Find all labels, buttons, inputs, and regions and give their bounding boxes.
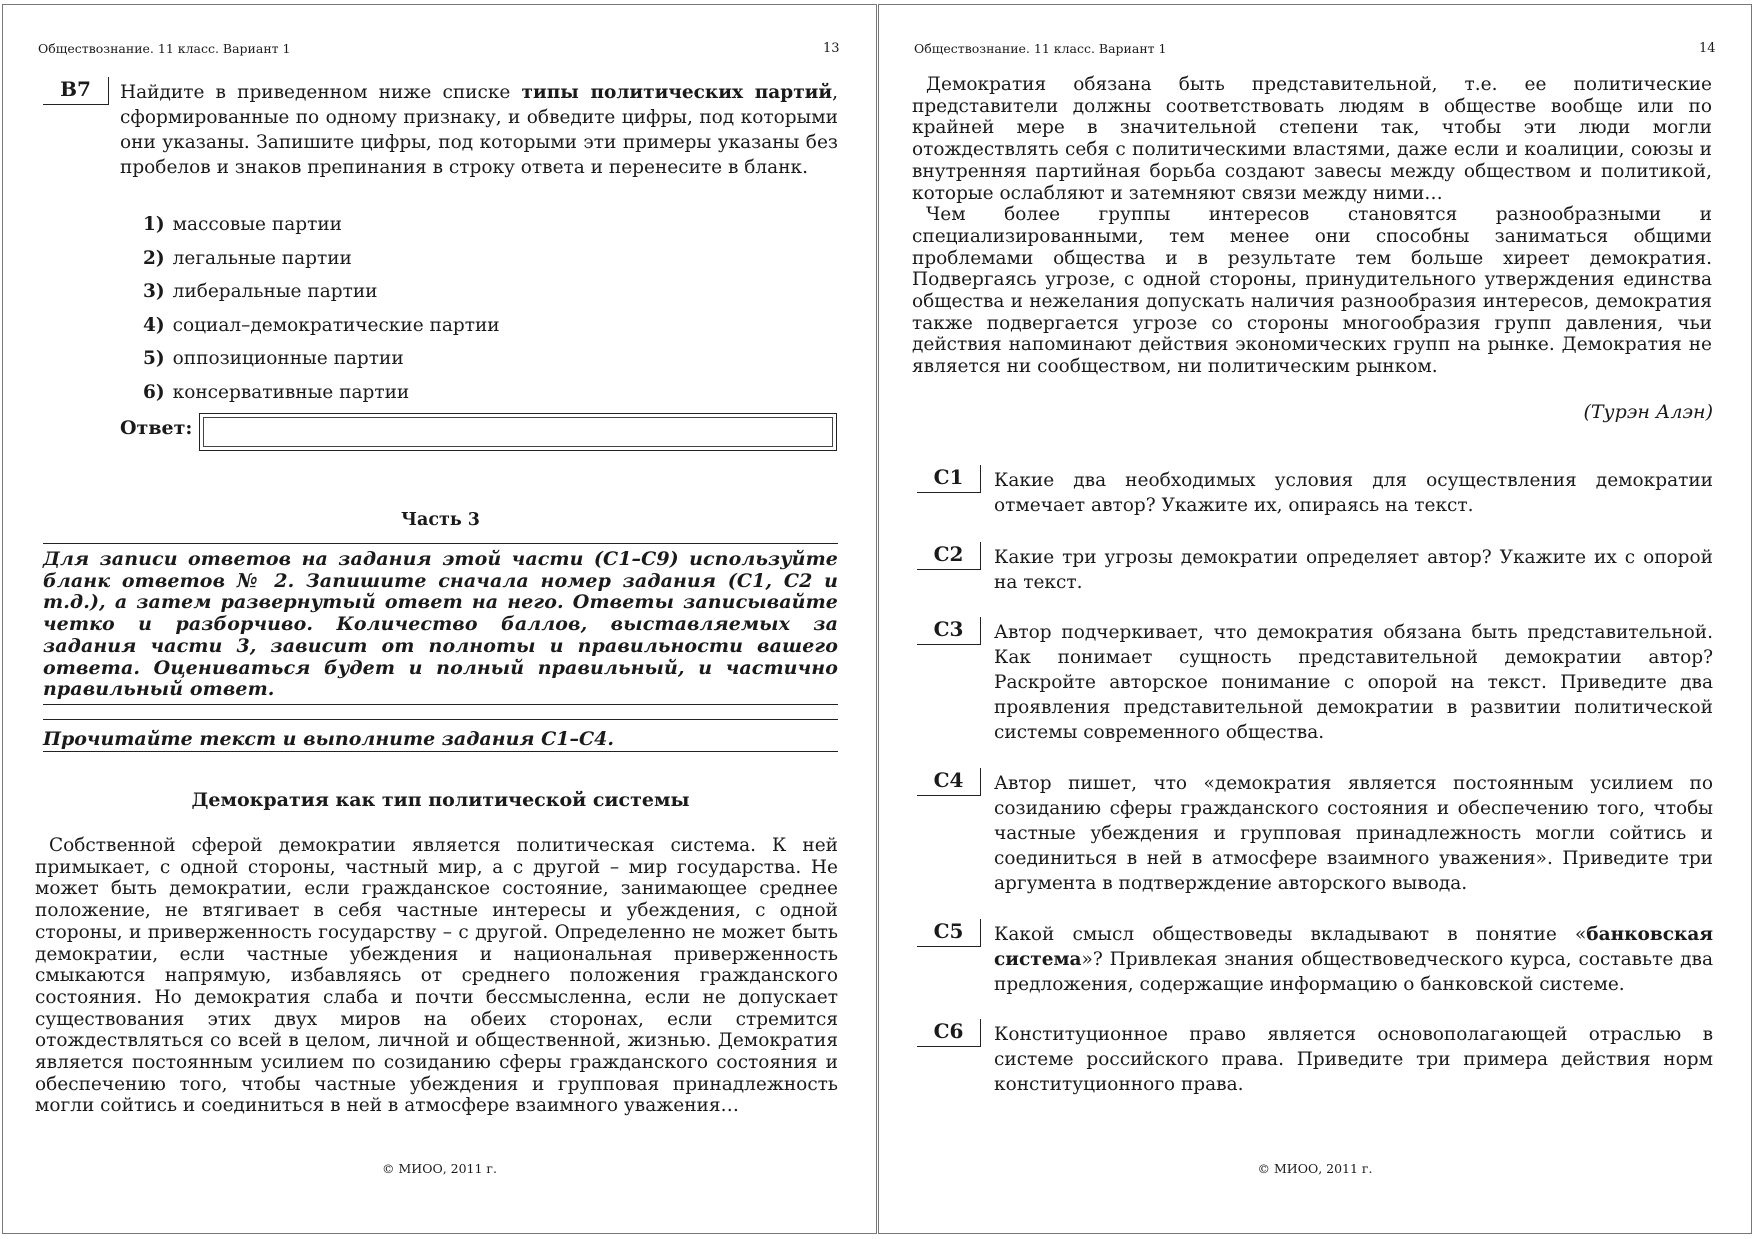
answer-label: Ответ: (120, 417, 193, 439)
text-title: Демократия как тип политической системы (191, 789, 690, 811)
part-instructions: Для записи ответов на задания этой части (С1–С9) используйте бланк ответов № 2. Запишите сначала номер задания (С1, С2 и т.д.), а затем развернутый ответ на него. Ответы записывайте четко и разборчиво. Количество баллов, выставляемых за задания части 3, зависит от полноты и правильности вашего ответа. Оцениваться будет и полный правильный, и частично правильный ответ. (43, 548, 838, 701)
task-b7-options (143, 211, 500, 412)
page-number: 13 (823, 41, 840, 56)
task-c5-keyword: банковская система (994, 924, 1713, 970)
task-code-c1: С1 (917, 465, 981, 493)
task-b7-keyword: типы политических партий (521, 82, 833, 103)
answer-box (199, 413, 837, 451)
task-code-c2: С2 (917, 542, 981, 570)
divider (43, 543, 838, 544)
task-c5-text: Какой смысл обществоведы вкладывают в понятие «банковская система»? Привлекая знания обществоведческого курса, составьте два предложения, содержащие информацию о банковской системе. (994, 924, 1713, 995)
page-footer: © МИОО, 2011 г. (382, 1161, 497, 1176)
page-number: 14 (1699, 41, 1716, 56)
task-c1-text: Какие два необходимых условия для осуществления демократии отмечает автор? Укажите их, опираясь на текст. (994, 470, 1713, 516)
task-code-c3: С3 (917, 617, 981, 645)
part-title: Часть 3 (401, 510, 480, 530)
task-c3-text: Автор подчеркивает, что демократия обязана быть представительной. Как понимает сущность представительной демократии автор? Раскройте авторское понимание с опорой на текст. Приведите два проявления представительной демократии в развитии политической системы современного общества. (994, 622, 1713, 743)
option-3: 3) либеральные партии (143, 281, 378, 302)
read-instruction: Прочитайте текст и выполните задания С1–С4. (43, 728, 614, 750)
task-b7-text: Найдите в приведенном ниже списке типы политических партий, сформированные по одному признаку, и обведите цифры, под которыми они указаны. Запишите цифры, под которыми эти примеры указаны без пробелов и знаков препинания в строку ответа и перенесите в бланк. (120, 82, 838, 178)
page-header: Обществознание. 11 класс. Вариант 1 (914, 41, 1167, 56)
task-code-c6: С6 (917, 1019, 981, 1047)
text-paragraph: Демократия обязана быть представительной, т.е. ее политические представители должны соответствовать людям в обществе вообще или по крайней мере в значительной степени так, чтобы эти люди могли отождествлять себя с политическими властями, даже если и коалиции, союзы и внутренняя партийная борьба создают завесы между обществом и политикой, которые ослабляют и затемняют связи между ними… (912, 74, 1712, 204)
text-author: (Турэн Алэн) (1583, 401, 1713, 423)
page-header: Обществознание. 11 класс. Вариант 1 (38, 41, 291, 56)
option-1: 1) массовые партии (143, 214, 342, 235)
divider (43, 704, 838, 705)
answer-input[interactable] (203, 417, 833, 447)
task-c2-text: Какие три угрозы демократии определяет автор? Укажите их с опорой на текст. (994, 547, 1713, 593)
task-code-c5: С5 (917, 919, 981, 947)
option-2: 2) легальные партии (143, 247, 352, 269)
task-code-b7: B7 (43, 77, 109, 105)
text-paragraph: Чем более группы интересов становятся разнообразными и специализированными, тем менее они способны заниматься общими проблемами общества и в результате тем больше хиреет демократия. Подвергаясь угрозе, с одной стороны, принудительного утверждения единства общества и нежелания допускать наличия разнообразия интересов, демократия также подвергается угрозе со стороны многообразия групп давления, чьи действия напоминают действия экономических групп на рынке. Демократия не является ни сообществом, ни политическим рынком. (912, 204, 1712, 378)
option-5: 5) оппозиционные партии (143, 348, 404, 369)
task-code-c4: С4 (917, 768, 981, 796)
task-c6-text: Конституционное право является основополагающей отраслью в системе российского права. Приведите три примера действия норм конституционного права. (994, 1024, 1713, 1095)
divider (43, 719, 838, 720)
option-4: 4) социал–демократические партии (143, 314, 500, 336)
text-body (35, 835, 838, 1117)
text-continuation (912, 74, 1712, 378)
task-c4-text: Автор пишет, что «демократия является постоянным усилием по созиданию сферы гражданского состояния и обеспечению того, чтобы частные убеждения и групповая принадлежность могли сойтись и соединиться в ней в атмосфере взаимного уважения». Приведите три аргумента в подтверждение авторского вывода. (994, 773, 1713, 894)
right-page (878, 4, 1752, 1234)
text-paragraph: Собственной сферой демократии является политическая система. К ней примыкает, с одной стороны, частный мир, а с другой – мир государства. Не может быть демократии, если гражданское состояние, занимающее среднее положение, не втягивает в себя частные интересы и убеждения, с одной стороны, и приверженность государству – с другой. Определенно не может быть демократии, если частные убеждения и национальная приверженность смыкаются напрямую, избавляясь от среднего положения гражданского состояния. Но демократия слаба и почти бессмысленна, если не допускает существования этих двух миров на обеих сторонах, если стремится отождествляться со всей в целом, личной и общественной, жизнью. Демократия является постоянным усилием по созиданию сферы гражданского состояния и обеспечению того, чтобы частные убеждения и групповая принадлежность могли сойтись и соединиться в ней в атмосфере взаимного уважения… (35, 835, 838, 1117)
page-footer: © МИОО, 2011 г. (1257, 1161, 1373, 1176)
option-6: 6) консервативные партии (143, 381, 410, 403)
divider (43, 751, 838, 752)
left-page (2, 4, 877, 1234)
